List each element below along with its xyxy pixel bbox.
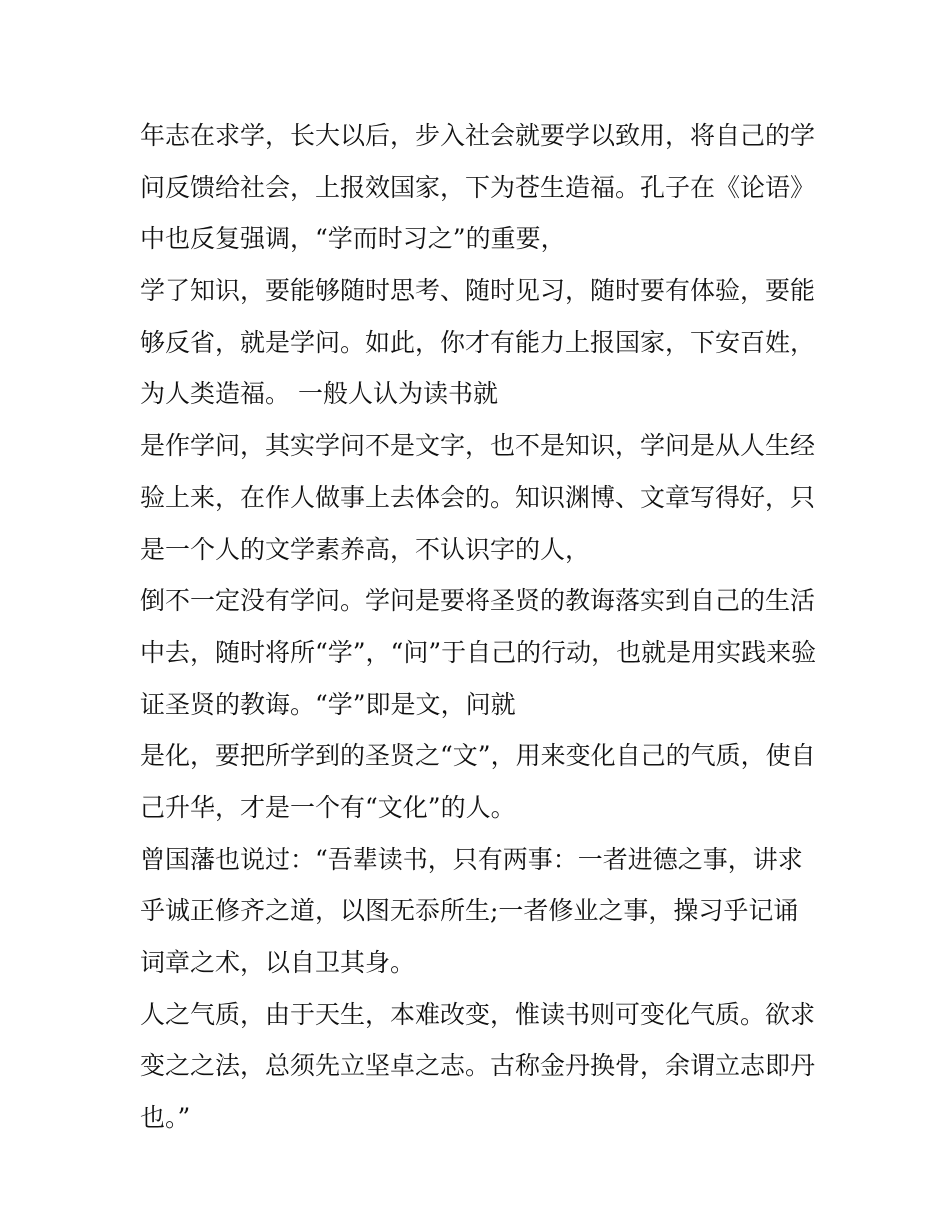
text-line: 是一个人的文学素养高，不认识字的人， <box>140 534 591 564</box>
body-text <box>140 110 820 1144</box>
text-line: 够反省，就是学问。如此，你才有能力上报国家，下安百姓， <box>140 327 816 357</box>
text-line: 人之气质，由于天生，本难改变，惟读书则可变化气质。欲求 <box>140 999 816 1029</box>
text-line: 为人类造福。 一般人认为读书就 <box>140 379 498 409</box>
text-line: 倒不一定没有学问。学问是要将圣贤的教诲落实到自己的生活 <box>140 586 816 616</box>
text-line: 学了知识，要能够随时思考、随时见习，随时要有体验，要能 <box>140 276 816 306</box>
text-line: 证圣贤的教诲。“学”即是文，问就 <box>140 689 516 719</box>
text-line: 乎诚正修齐之道，以图无忝所生;一者修业之事，操习乎记诵 <box>140 896 799 926</box>
text-line: 也。” <box>140 1103 191 1133</box>
text-line: 变之之法，总须先立坚卓之志。古称金丹换骨，余谓立志即丹 <box>140 1051 816 1081</box>
text-line: 词章之术，以自卫其身。 <box>140 948 416 977</box>
text-line: 中也反复强调，“学而时习之”的重要， <box>140 224 566 254</box>
text-line: 问反馈给社会，上报效国家，下为苍生造福。孔子在《论语》 <box>140 172 816 202</box>
text-line: 年志在求学，长大以后，步入社会就要学以致用，将自己的学 <box>140 121 816 150</box>
text-line: 是作学问，其实学问不是文字，也不是知识，学问是从人生经 <box>140 431 816 461</box>
text-line: 中去，随时将所“学”，“问”于自己的行动，也就是用实践来验 <box>140 637 817 667</box>
text-line: 曾国藩也说过：“吾辈读书，只有两事：一者进德之事，讲求 <box>140 844 803 874</box>
text-line: 己升华，才是一个有“文化”的人。 <box>140 792 516 822</box>
text-line: 是化，要把所学到的圣贤之“文”，用来变化自己的气质，使自 <box>140 741 816 771</box>
text-line: 验上来，在作人做事上去体会的。知识渊博、文章写得好，只 <box>140 482 816 512</box>
